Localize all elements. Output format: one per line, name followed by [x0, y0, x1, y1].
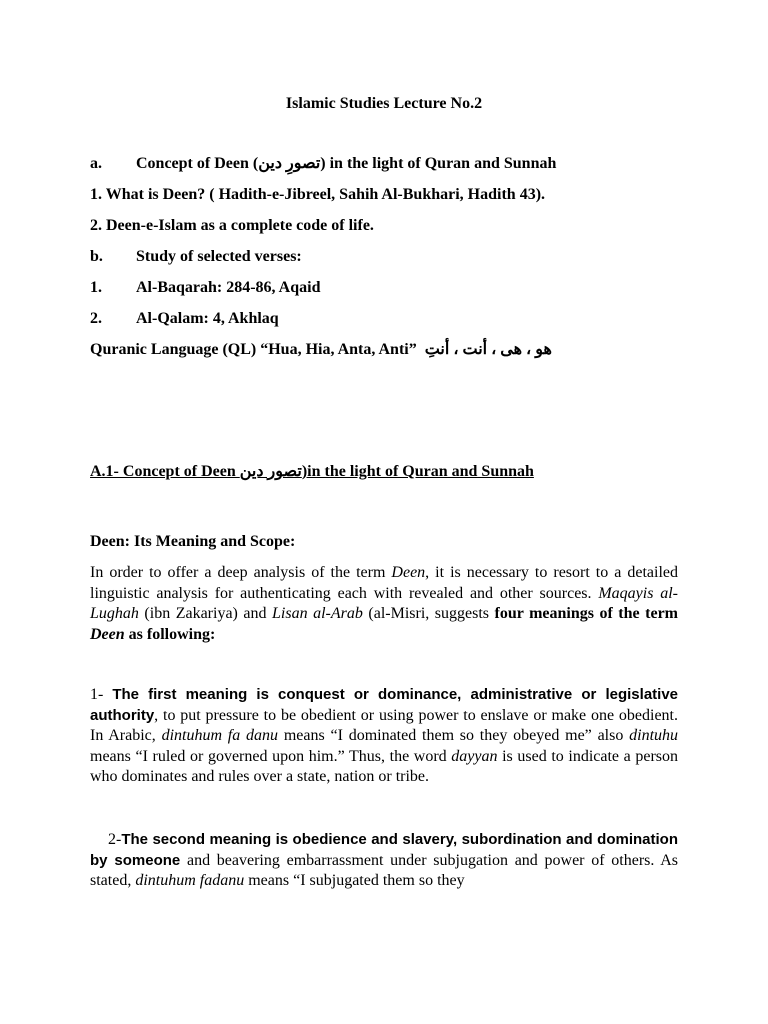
italic-term: dintuhum fa danu — [161, 727, 279, 744]
italic-term: Deen — [391, 564, 426, 581]
text-run: (ibn Zakariya) and — [138, 605, 273, 622]
quranic-language-line — [90, 340, 552, 360]
italic-term: dayyan — [451, 747, 498, 765]
item-marker: a. — [90, 155, 102, 172]
item-text: ) in the light of Quran and Sunnah — [320, 155, 557, 172]
bold-run: four meanings of the term — [494, 605, 679, 622]
item-text: Al-Baqarah: 284-86, Aqaid — [136, 279, 321, 296]
heading-text: )in the light of Quran and Sunnah — [301, 463, 534, 480]
text-run: , to put pressure to be obedient or using power to enslave or make one obedient. In Arabic, — [90, 706, 678, 744]
outline-item-b — [90, 247, 302, 267]
item-text: Quranic Language (QL) “Hua, Hia, Anta, Anti” — [90, 341, 417, 358]
text-run: means “I dominated them so they obeyed me” also — [278, 727, 630, 744]
meaning-number: 2- — [108, 831, 122, 848]
meaning-number: 1- — [90, 686, 113, 703]
text-run: and beavering embarrassment under subjugation and power of others. As stated, — [90, 851, 678, 889]
meaning-2-paragraph — [90, 830, 678, 892]
verse-item-1 — [90, 278, 320, 298]
italic-term: dintuhum fadanu — [135, 872, 245, 889]
italic-term: Lisan al-Arab — [272, 605, 363, 622]
bold-run: The first meaning is conquest or dominance, administrative or legislative authority — [90, 686, 679, 724]
heading-text: A.1- Concept of Deen — [90, 463, 240, 480]
subheading: Deen: Its Meaning and Scope: — [90, 533, 296, 550]
item-marker: 2. — [90, 310, 102, 327]
arabic-text: تصورِ دین — [258, 155, 321, 172]
text-run: is used to indicate a person who dominates and rules over a state, nation or tribe. — [90, 747, 679, 785]
italic-term: dintuhu — [629, 727, 679, 744]
item-marker: 1. — [90, 279, 102, 296]
intro-paragraph — [90, 563, 678, 645]
text-run: means “I subjugated them so they — [244, 872, 465, 889]
text-run: In order to offer a deep analysis of the term — [90, 564, 392, 581]
text-run: , it is necessary to resort to a detailed linguistic analysis for authenticating each with revealed and other sources. — [90, 564, 679, 602]
item-text: Concept of Deen ( — [136, 155, 259, 172]
item-text: Study of selected verses: — [136, 248, 302, 265]
item-text: Al-Qalam: 4, Akhlaq — [136, 310, 279, 327]
text-run: means “I ruled or governed upon him.” Thus, the word — [90, 747, 452, 765]
outline-item-2: 2. Deen-e-Islam as a complete code of life. — [90, 217, 374, 234]
italic-term: Maqayis al-Lughah — [90, 584, 679, 622]
arabic-text: تصور دین — [239, 463, 302, 480]
arabic-text: هو ، هی ، أنت ، أنتِ — [424, 341, 552, 358]
meaning-1-paragraph — [90, 685, 678, 788]
verse-item-2 — [90, 309, 279, 329]
section-heading — [90, 462, 534, 482]
outline-item-1: 1. What is Deen? ( Hadith-e-Jibreel, Sahih Al-Bukhari, Hadith 43). — [90, 186, 546, 203]
bold-run: The second meaning is obedience and slavery, subordination and domination by someone — [90, 831, 678, 869]
text-run: (al-Misri, suggests — [362, 605, 495, 622]
item-marker: b. — [90, 248, 103, 265]
bold-italic-term: Deen — [90, 625, 125, 643]
outline-item-a — [90, 154, 556, 174]
bold-run: as following: — [124, 625, 216, 643]
page-title: Islamic Studies Lecture No.2 — [285, 95, 483, 112]
